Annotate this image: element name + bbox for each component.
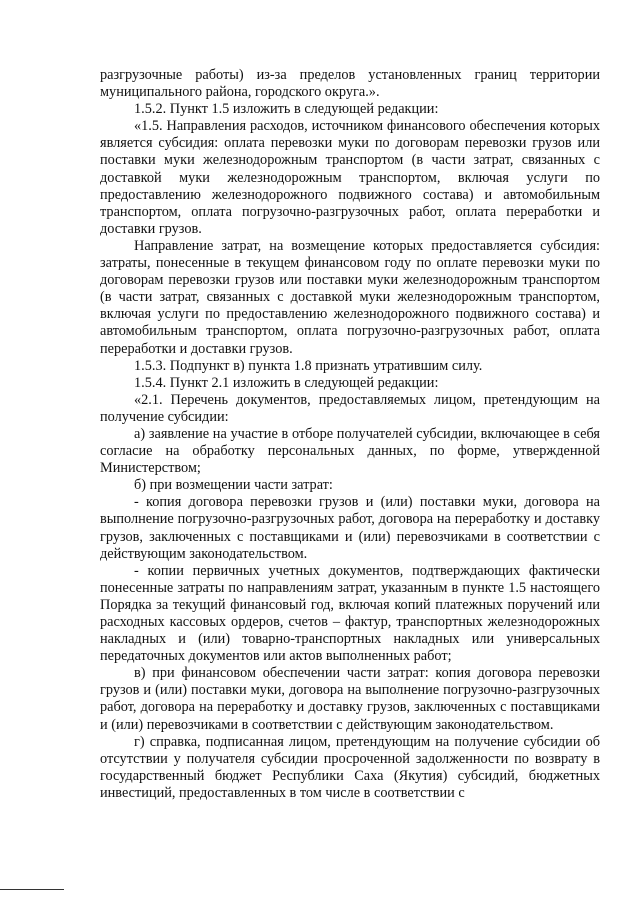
paragraph: г) справка, подписанная лицом, претендующим на получение субсидии об отсутствии у получателя субсидии просроченной задолженности по возврату в государственный бюджет Республики Саха (Якутия) субсидий, бюджетных инвестиций, предоставленных в том числе в соответствии с bbox=[100, 733, 600, 801]
footnote-separator bbox=[0, 889, 64, 890]
paragraph: 1.5.2. Пункт 1.5 изложить в следующей редакции: bbox=[134, 101, 439, 118]
paragraph: Направление затрат, на возмещение которых предоставляется субсидия: затраты, понесенные в текущем финансовом году по оплате перевозки муки по договорам перевозки грузов или поставки муки железнодорожным транспортом (в части затрат, связанных с доставкой муки железнодорожным транспортом, включая услуги по предоставлению железнодорожного подвижного состава) и автомобильным транспортом, оплата погрузочно-разгрузочных работ, оплата переработки и доставки грузов. bbox=[100, 237, 600, 357]
paragraph: 1.5.4. Пункт 2.1 изложить в следующей редакции: bbox=[134, 374, 439, 391]
paragraph: - копии первичных учетных документов, подтверждающих фактически понесенные затраты по направлениям затрат, указанным в пункте 1.5 настоящего Порядка за текущий финансовый год, включая копий платежных поручений или расходных кассовых ордеров, счетов – фактур, транспортных железнодорожных накладных и (или) товарно-транспортных накладных или универсальных передаточных документов или актов выполненных работ; bbox=[100, 562, 600, 665]
paragraph: - копия договора перевозки грузов и (или) поставки муки, договора на выполнение погрузочно-разгрузочных работ, договора на переработку и доставку грузов, заключенных с поставщиками и (или) перевозчиками в соответствии с действующим законодательством. bbox=[100, 494, 600, 562]
paragraph: б) при возмещении части затрат: bbox=[134, 477, 333, 494]
paragraph: а) заявление на участие в отборе получателей субсидии, включающее в себя согласие на обработку персональных данных, по форме, утвержденной Министерством; bbox=[100, 425, 600, 477]
paragraph: 1.5.3. Подпункт в) пункта 1.8 признать утратившим силу. bbox=[134, 357, 483, 374]
paragraph: разгрузочные работы) из-за пределов установленных границ территории муниципального района, городского округа.». bbox=[100, 67, 600, 101]
paragraph: «1.5. Направления расходов, источником финансового обеспечения которых является субсидия: оплата перевозки муки по договорам перевозки грузов или поставки муки железнодорожным транспортом (в части затрат, связанных с доставкой муки железнодорожным транспортом, включая услуги по предоставлению железнодорожного подвижного состава) и автомобильным транспортом, оплата погрузочно-разгрузочных работ, оплата переработки и доставки грузов. bbox=[100, 118, 600, 237]
document-body bbox=[100, 67, 600, 802]
paragraph: в) при финансовом обеспечении части затрат: копия договора перевозки грузов и (или) поставки муки, договора на выполнение погрузочно-разгрузочных работ, договора на переработку и доставку грузов, заключенных с поставщиками и (или) перевозчиками в соответствии с действующим законодательством. bbox=[100, 665, 600, 733]
paragraph: «2.1. Перечень документов, предоставляемых лицом, претендующим на получение субсидии: bbox=[100, 391, 600, 425]
